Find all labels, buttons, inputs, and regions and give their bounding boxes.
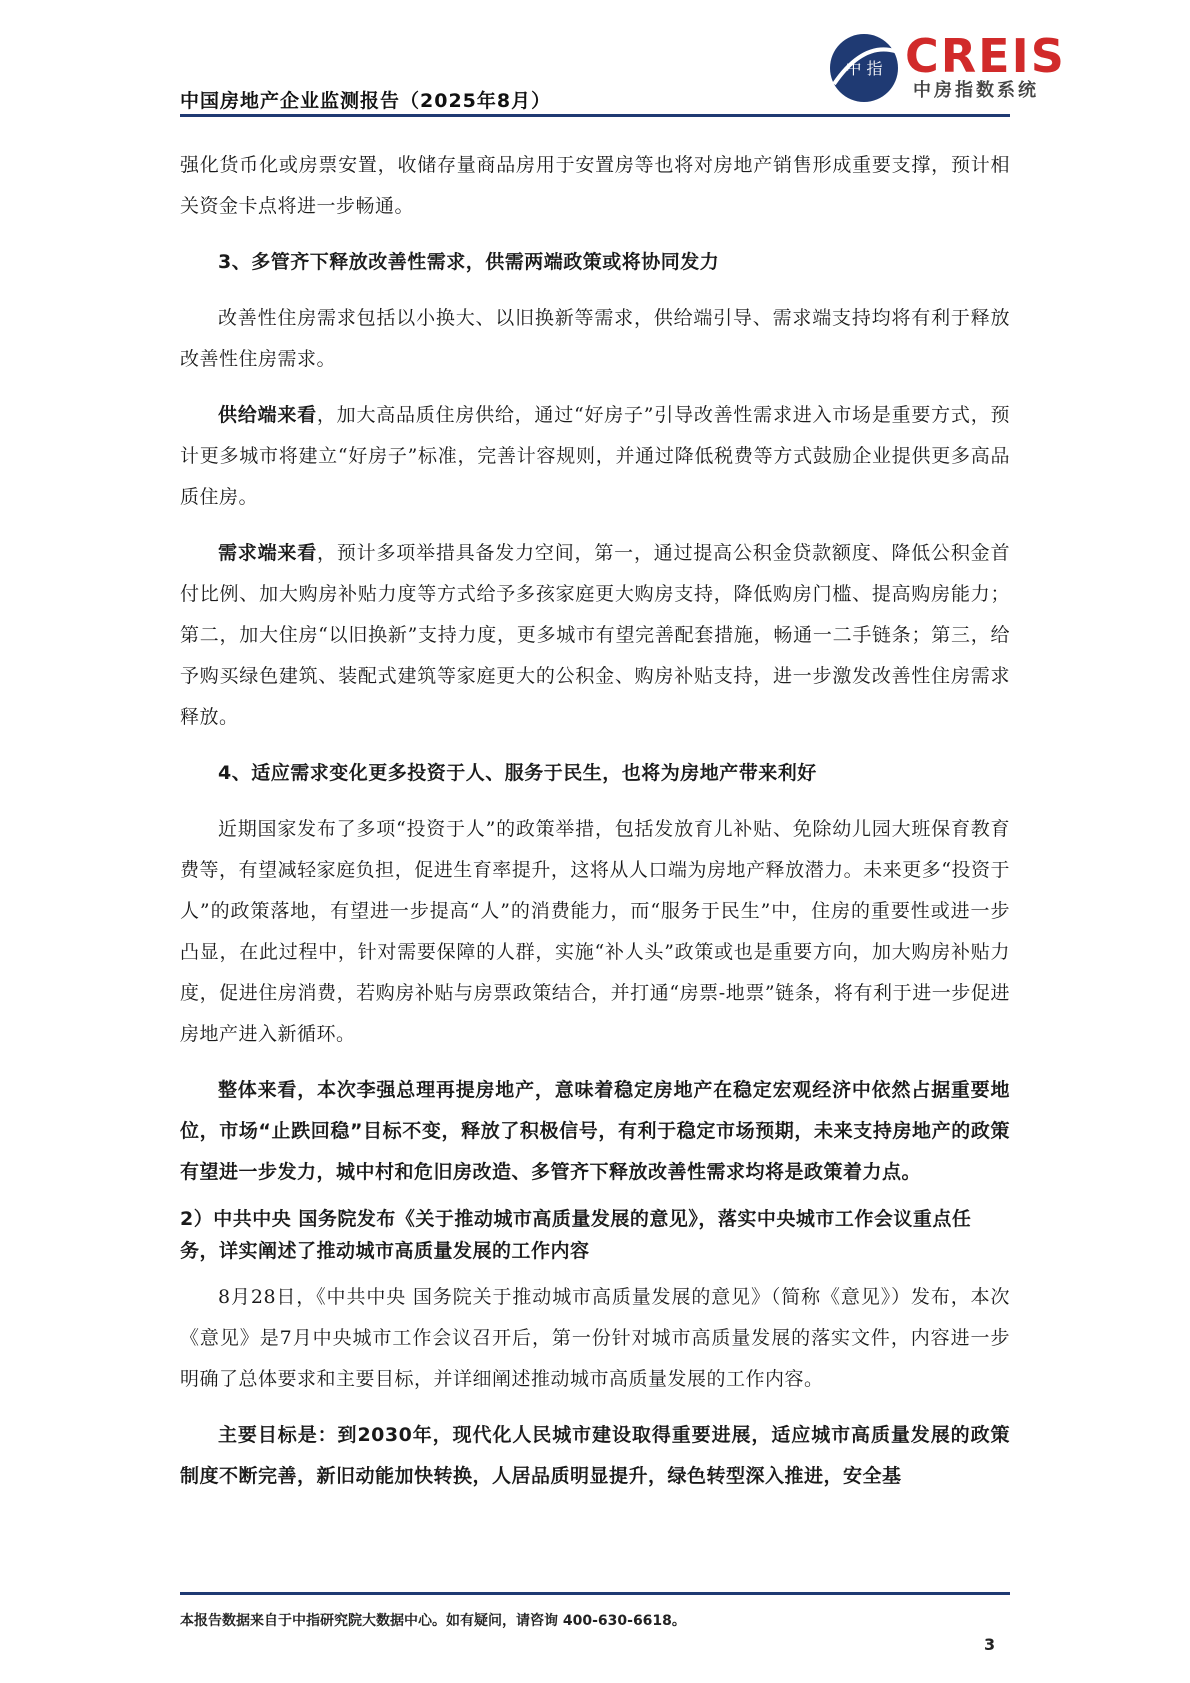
report-body: [180, 145, 1010, 1497]
supply-side-text: ，加大高品质住房供给，通过“好房子”引导改善性需求进入市场是重要方式，预计更多城市将建立“好房子”标准，完善计容规则，并通过降低税费等方式鼓励企业提供更多高品质住房。: [180, 404, 1010, 508]
logo-brand-text: CREIS: [905, 29, 1066, 83]
footer-divider: [180, 1592, 1010, 1595]
logo-seal-chars: 中 指: [845, 59, 883, 78]
paragraph-supply-side: [180, 395, 1010, 518]
paragraph-main-goals: 主要目标是：到2030年，现代化人民城市建设取得重要进展，适应城市高质量发展的政策制度不断完善，新旧动能加快转换，人居品质明显提升，绿色转型深入推进，安全基: [180, 1424, 1010, 1487]
header-divider: [180, 114, 1010, 117]
report-title: 中国房地产企业监测报告（2025年8月）: [180, 90, 552, 112]
section-heading-4: 4、适应需求变化更多投资于人、服务于民生，也将为房地产带来利好: [218, 762, 817, 784]
logo-sub-text: 中房指数系统: [913, 80, 1039, 101]
paragraph-improvement-demand: 改善性住房需求包括以小换大、以旧换新等需求，供给端引导、需求端支持均将有利于释放改善性住房需求。: [180, 307, 1010, 370]
footer-note: 本报告数据来自于中指研究院大数据中心。如有疑问，请咨询 400-630-6618。: [180, 1613, 686, 1629]
section-heading-3: 3、多管齐下释放改善性需求，供需两端政策或将协同发力: [218, 251, 720, 273]
paragraph-invest-in-people: 近期国家发布了多项“投资于人”的政策举措，包括发放育儿补贴、免除幼儿园大班保育教育费等，有望减轻家庭负担，促进生育率提升，这将从人口端为房地产释放潜力。未来更多“投资于人”的政策落地，有望进一步提高“人”的消费能力，而“服务于民生”中，住房的重要性或进一步凸显，在此过程中，针对需要保障的人群，实施“补人头”政策或也是重要方向，加大购房补贴力度，促进住房消费，若购房补贴与房票政策结合，并打通“房票-地票”链条，将有利于进一步促进房地产进入新循环。: [180, 818, 1010, 1045]
supply-side-lead: 供给端来看: [218, 404, 317, 426]
subsection-heading-2: 2）中共中央 国务院发布《关于推动城市高质量发展的意见》，落实中央城市工作会议重点任务，详实阐述了推动城市高质量发展的工作内容: [180, 1208, 972, 1262]
paragraph-overall-summary: 整体来看，本次李强总理再提房地产，意味着稳定房地产在稳定宏观经济中依然占据重要地位，市场“止跌回稳”目标不变，释放了积极信号，有利于稳定市场预期，未来支持房地产的政策有望进一步发力，城中村和危旧房改造、多管齐下释放改善性需求均将是政策着力点。: [180, 1079, 1010, 1183]
demand-side-lead: 需求端来看: [218, 542, 318, 564]
paragraph-demand-side: [180, 533, 1010, 738]
page-number: 3: [984, 1635, 996, 1654]
paragraph-resettlement: 强化货币化或房票安置，收储存量商品房用于安置房等也将对房地产销售形成重要支撑，预计相关资金卡点将进一步畅通。: [180, 154, 1010, 217]
paragraph-opinion-release: 8月28日，《中共中央 国务院关于推动城市高质量发展的意见》（简称《意见》）发布，本次《意见》是7月中央城市工作会议召开后，第一份针对城市高质量发展的落实文件，内容进一步明确了总体要求和主要目标，并详细阐述推动城市高质量发展的工作内容。: [180, 1286, 1010, 1390]
demand-side-text: ，预计多项举措具备发力空间，第一，通过提高公积金贷款额度、降低公积金首付比例、加大购房补贴力度等方式给予多孩家庭更大购房支持，降低购房门槛、提高购房能力；第二，加大住房“以旧换新”支持力度，更多城市有望完善配套措施，畅通一二手链条；第三，给予购买绿色建筑、装配式建筑等家庭更大的公积金、购房补贴支持，进一步激发改善性住房需求释放。: [180, 542, 1010, 728]
